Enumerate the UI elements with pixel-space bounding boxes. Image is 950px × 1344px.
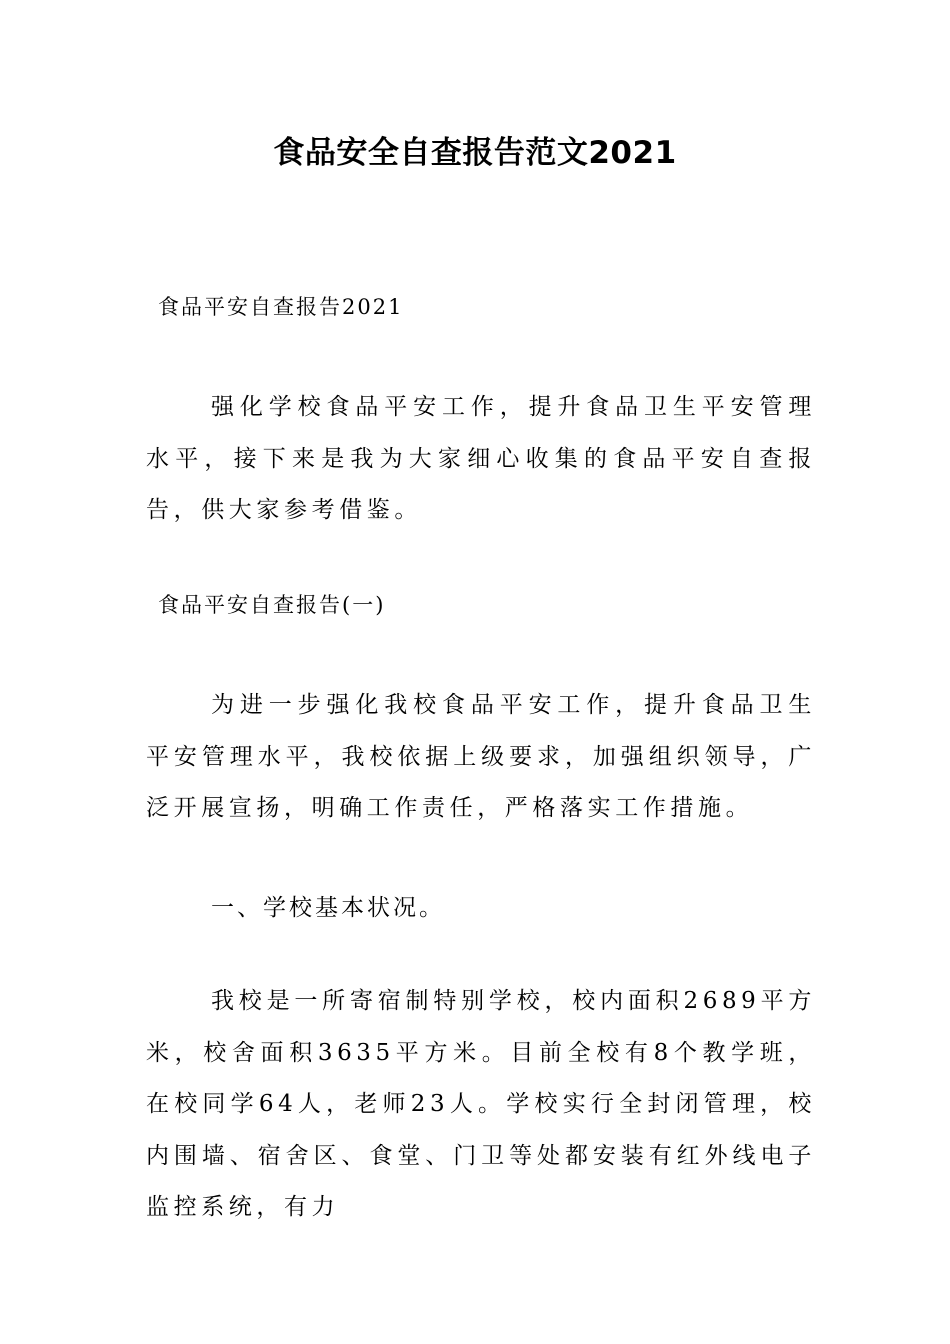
document-title: 食品安全自查报告范文2021 xyxy=(273,135,677,171)
report-intro-paragraph: 为进一步强化我校食品平安工作，提升食品卫生平安管理水平，我校依据上级要求，加强组织领导，广泛开展宣扬，明确工作责任，严格落实工作措施。 xyxy=(146,692,816,821)
section-1-heading: 一、学校基本状况。 xyxy=(211,895,445,921)
report-heading: 食品平安自查报告(一) xyxy=(158,593,386,617)
intro-paragraph: 强化学校食品平安工作，提升食品卫生平安管理水平，接下来是我为大家细心收集的食品平安自查报告，供大家参考借鉴。 xyxy=(146,394,816,523)
section-1-paragraph: 我校是一所寄宿制特别学校，校内面积2689平方米，校舍面积3635平方米。目前全校有8个教学班，在校同学64人，老师23人。学校实行全封闭管理，校内围墙、宿舍区、食堂、门卫等处都安装有红外线电子监控系统，有力 xyxy=(146,988,816,1220)
document-subtitle: 食品平安自查报告2021 xyxy=(158,295,404,319)
